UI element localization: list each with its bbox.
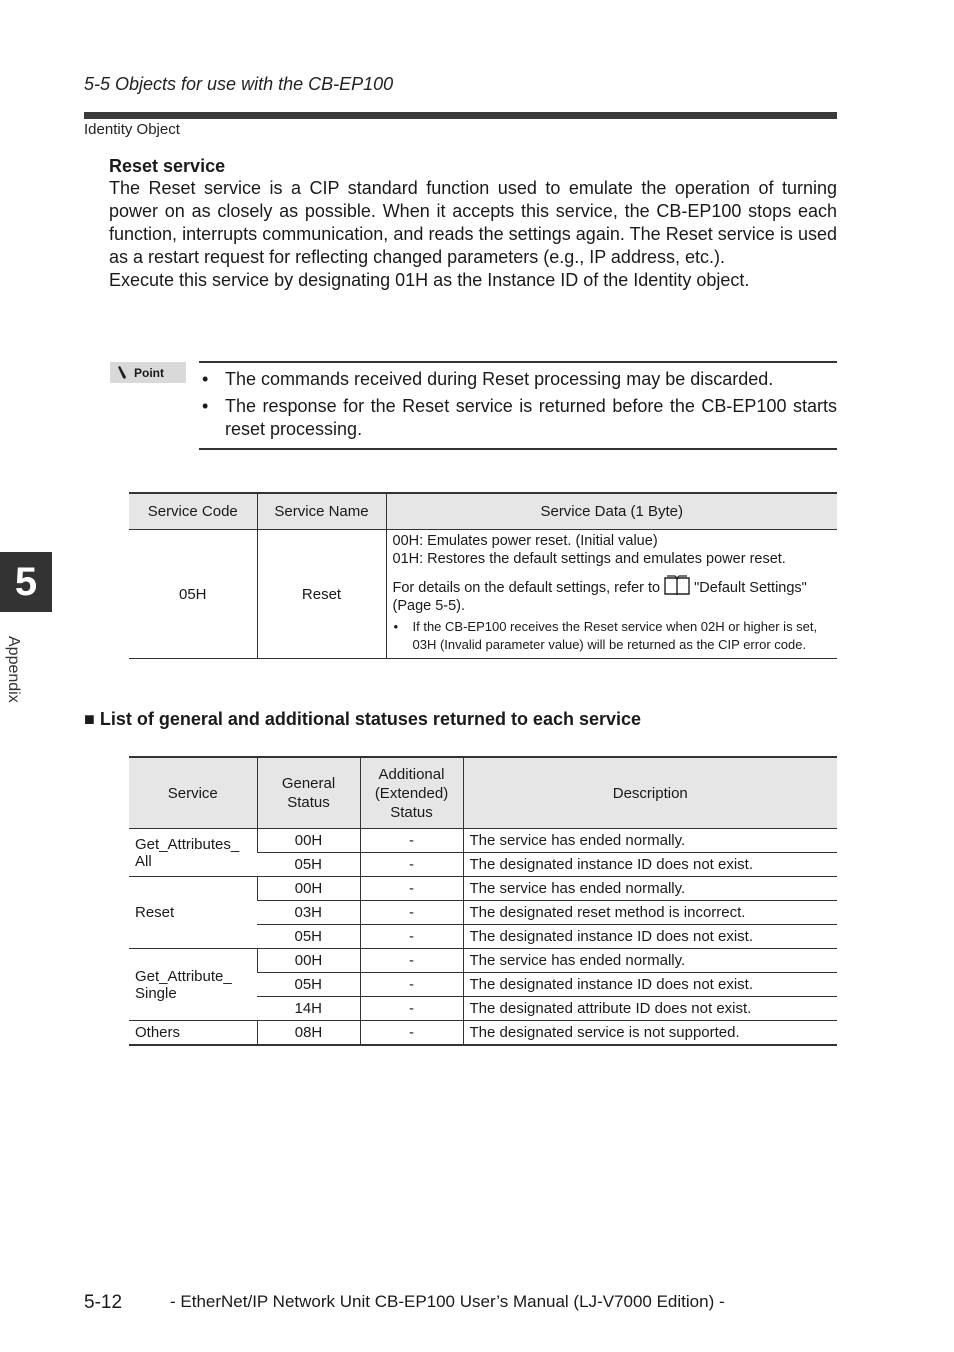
service-name-cell: Reset: [257, 530, 386, 659]
service-data-line: 01H: Restores the default settings and emulates power reset.: [392, 551, 786, 567]
bullet: •: [202, 396, 209, 416]
description-cell: The designated reset method is incorrect.: [463, 901, 837, 925]
table-row: [129, 530, 837, 659]
description-cell: The designated instance ID does not exist.: [463, 973, 837, 997]
reset-service-paragraph-2: Execute this service by designating 01H as the Instance ID of the Identity object.: [109, 270, 750, 290]
column-header: Service Data (1 Byte): [386, 493, 837, 530]
description-cell: The service has ended normally.: [463, 949, 837, 973]
additional-status-cell: -: [360, 973, 463, 997]
reset-service-body: [109, 177, 837, 292]
table-row: [129, 949, 837, 973]
additional-status-cell: -: [360, 997, 463, 1021]
service-cell: Get_Attributes_ All: [129, 829, 257, 877]
pencil-icon: [116, 366, 128, 380]
column-header: Description: [463, 757, 837, 829]
header-rule: [84, 112, 837, 119]
point-badge: [110, 362, 186, 383]
description-cell: The designated instance ID does not exist.: [463, 925, 837, 949]
chapter-label: Appendix: [5, 636, 22, 703]
general-status-cell: 05H: [257, 853, 360, 877]
service-table: [129, 492, 837, 659]
additional-status-cell: -: [360, 853, 463, 877]
service-data-note: [393, 618, 832, 654]
general-status-cell: 00H: [257, 949, 360, 973]
description-cell: The designated attribute ID does not exist.: [463, 997, 837, 1021]
general-status-cell: 14H: [257, 997, 360, 1021]
table-header-row: [129, 493, 837, 530]
description-cell: The service has ended normally.: [463, 829, 837, 853]
status-table: [129, 756, 837, 1046]
reset-service-title: Reset service: [109, 156, 226, 176]
bullet: •: [393, 619, 399, 634]
additional-status-cell: -: [360, 829, 463, 853]
reset-service-paragraph-1: The Reset service is a CIP standard function used to emulate the operation of turning power on as closely as possible. When it accepts this service, the CB-EP100 stops each function, interrupts communication, and reads the settings again. The Reset service is used as a restart request for reflecting changed parameters (e.g., IP address, etc.).: [109, 178, 837, 267]
column-header: Service Name: [257, 493, 386, 530]
additional-status-cell: -: [360, 1021, 463, 1046]
general-status-cell: 08H: [257, 1021, 360, 1046]
column-header: General Status: [257, 757, 360, 829]
reference-text: "Default Settings" (Page 5-5).: [392, 580, 807, 614]
column-header: Service: [129, 757, 257, 829]
service-data-reference: [393, 575, 832, 615]
note-text: If the CB-EP100 receives the Reset service when 02H or higher is set, 03H (Invalid parameter value) will be returned as the CIP error code.: [412, 619, 818, 652]
subsection-title: Identity Object: [84, 121, 180, 138]
footer-title: - EtherNet/IP Network Unit CB-EP100 User’s Manual (LJ-V7000 Edition) -: [170, 1292, 725, 1311]
general-status-cell: 05H: [257, 973, 360, 997]
table-row: [129, 1021, 837, 1046]
general-status-cell: 00H: [257, 829, 360, 853]
service-data-line: 00H: Emulates power reset. (Initial value): [392, 533, 658, 549]
service-cell: Reset: [129, 877, 257, 949]
service-cell: Get_Attribute_ Single: [129, 949, 257, 1021]
page-number: 5-12: [84, 1292, 123, 1313]
point-box: [199, 361, 837, 450]
table-row: [129, 877, 837, 901]
service-code-cell: 05H: [129, 530, 257, 659]
service-data-cell: [386, 530, 837, 659]
bullet: •: [202, 369, 209, 389]
column-header: Service Code: [129, 493, 257, 530]
additional-status-cell: -: [360, 925, 463, 949]
section-header: 5-5 Objects for use with the CB-EP100: [84, 74, 394, 94]
table-header-row: [129, 757, 837, 829]
point-label: Point: [134, 365, 164, 380]
additional-status-cell: -: [360, 949, 463, 973]
table-row: [129, 829, 837, 853]
column-header: Additional (Extended) Status: [360, 757, 463, 829]
book-icon: [664, 575, 690, 595]
additional-status-cell: -: [360, 877, 463, 901]
general-status-cell: 03H: [257, 901, 360, 925]
additional-status-cell: -: [360, 901, 463, 925]
description-cell: The service has ended normally.: [463, 877, 837, 901]
point-item-text: The response for the Reset service is returned before the CB-EP100 starts reset processing.: [225, 396, 837, 439]
point-item-text: The commands received during Reset processing may be discarded.: [225, 369, 774, 389]
description-cell: The designated instance ID does not exist.: [463, 853, 837, 877]
description-cell: The designated service is not supported.: [463, 1021, 837, 1046]
chapter-tab: 5: [0, 552, 52, 612]
status-list-heading: ■ List of general and additional statuses returned to each service: [84, 709, 642, 729]
general-status-cell: 00H: [257, 877, 360, 901]
general-status-cell: 05H: [257, 925, 360, 949]
reference-text: For details on the default settings, refer to: [392, 580, 661, 596]
service-cell: Others: [129, 1021, 257, 1046]
